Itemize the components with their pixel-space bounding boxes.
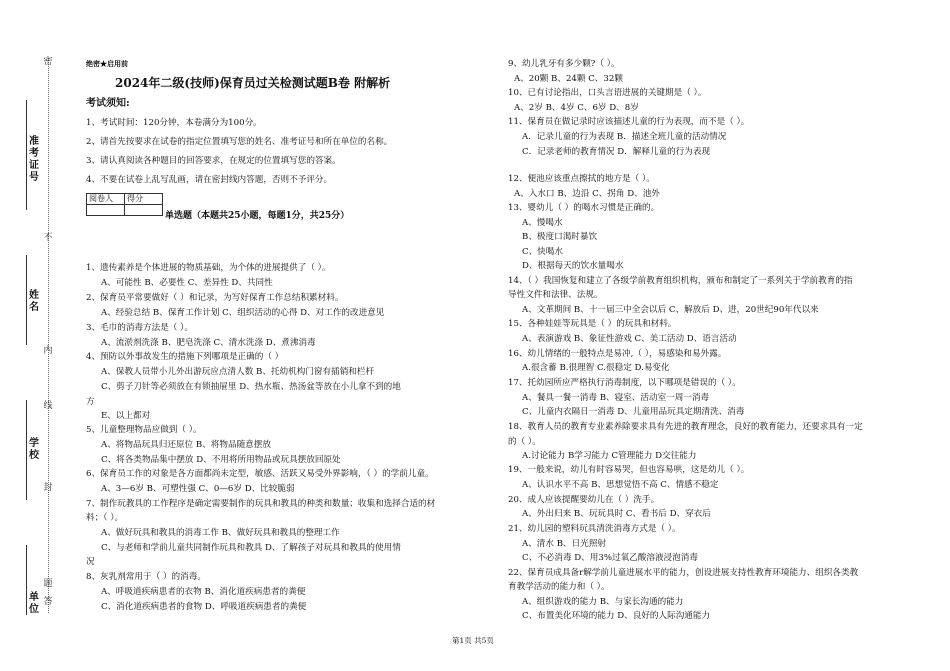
question-text: 18、教育人员的教育专业素养除要求具有先进的教育理念，良好的教育能力，还要求具有一定 xyxy=(508,422,863,432)
question-text: 2、保育员平常要做好（ ）和记录，为写好保育工作总结积累材料。 xyxy=(86,293,344,303)
notice-title: 考试须知: xyxy=(86,98,130,109)
option-line: E、以上都对 xyxy=(101,411,151,421)
option-line: A、经验总结 B、保育工作计划 C、组织活动的心得 D、对工作的改进意见 xyxy=(101,308,385,318)
question-text: 育教学活动的能力和（ ）。 xyxy=(508,582,610,592)
option-line: C、布置美化环境的能力 D、良好的人际沟通能力 xyxy=(522,611,711,621)
option-line: A、文革期间 B、十一届三中全会以后 C、解放后 D、进，20世纪90年代以来 xyxy=(522,305,819,315)
question-text: 16、幼儿情绪的一般特点是易冲,（ ），易感染和易外露。 xyxy=(508,349,727,359)
option-line: A、呼吸道疾病患者的衣物 B、消化道疾病患者的粪便 xyxy=(101,587,306,597)
school-label: 学校 xyxy=(29,438,39,461)
option-line: A、20颗 B、24颗 C、32颗 xyxy=(514,74,623,84)
score-cell xyxy=(125,205,163,216)
grader-header: 阅卷人 xyxy=(87,194,125,205)
seal-char-xian: 线 xyxy=(43,401,53,411)
option-line: D、根据每天的饮水量喝水 xyxy=(522,261,624,271)
seal-char-nei: 内 xyxy=(43,346,53,356)
question-text: 8、灰乳剂常用于（ ）的消毒。 xyxy=(86,572,206,582)
question-text: 19、一般来说，幼儿有时容易哭，但也容易哄，这是幼儿（ ）。 xyxy=(508,465,750,475)
question-text: 20、成人应该提醒要幼儿在（ ）洗手。 xyxy=(508,495,660,505)
option-line: A、外出归来 B、玩玩具时 C、看书后 D、穿衣后 xyxy=(522,509,711,519)
option-line: A、做好玩具和教具的消毒工作 B、做好玩具和教具的整理工作 xyxy=(101,528,340,538)
notice-item: 2、请首先按要求在试卷的指定位置填写您的姓名、准考证号和所在单位的名称。 xyxy=(86,137,393,147)
seal-char-ti: 题 xyxy=(43,579,53,589)
question-text: 15、各种娃娃等玩具是（ ）的玩具和材料。 xyxy=(508,319,677,329)
exam-number-line xyxy=(26,100,27,210)
question-text: 5、儿童整理物品应做到（ ）。 xyxy=(86,425,202,435)
question-text: 4、预防以外事故发生的措施下列哪项是正确的（ ） xyxy=(86,352,284,362)
score-table xyxy=(86,193,163,216)
option-line: C、剪子刀针等必须放在有锁抽屉里 D、热水瓶、热汤盆等放在小儿拿不到的地 xyxy=(101,382,401,392)
option-line: C．记录老师的教育情况 D．解释儿童的行为表现 xyxy=(522,147,711,157)
exam-number-label: 准考证号 xyxy=(29,136,39,183)
binding-margin xyxy=(0,0,60,671)
question-text: 10、已有讨论指出，口头言语进展的关键期是（ ）。 xyxy=(508,88,707,98)
option-line: C、快喝水 xyxy=(522,247,563,257)
question-text: 9、幼儿乳牙有多少颗?（ ）。 xyxy=(508,59,620,69)
option-line: A、清水 B、日光照射 xyxy=(522,539,607,549)
question-text: 17、托幼园所应严格执行消毒制度，以下哪项是错误的（ ）。 xyxy=(508,378,741,388)
name-label: 姓名 xyxy=(29,290,39,313)
question-text: 的（ ）。 xyxy=(508,437,541,447)
option-line: A.讨论能力 B学习能力 C管理能力 D交往能力 xyxy=(522,451,697,461)
option-line: A、2岁 B、4岁 C、6岁 D、8岁 xyxy=(514,103,639,113)
option-line: A、表演游戏 B、象征性游戏 C、美工活动 D、语言活动 xyxy=(522,334,737,344)
seal-line xyxy=(48,58,49,613)
option-line: A、慢喝水 xyxy=(522,218,563,228)
seal-char-feng: 封 xyxy=(43,483,53,493)
school-line xyxy=(26,400,27,500)
seal-char-da: 答 xyxy=(43,597,53,607)
option-line: A．记录儿童的行为表现 B．描述全班儿童的活动情况 xyxy=(522,132,727,142)
option-line: A、可能性 B、必要性 C、差异性 D、共同性 xyxy=(101,278,273,288)
unit-label: 单位 xyxy=(29,592,39,615)
seal-char-mi: 密 xyxy=(43,57,53,67)
notice-item: 3、请认真阅读各种题目的回答要求，在规定的位置填写您的答案。 xyxy=(86,156,341,166)
secret-mark: 绝密★启用前 xyxy=(86,59,128,68)
question-text: 21、幼儿园的塑料玩具清洗消毒方式是（ ）。 xyxy=(508,524,681,534)
question-text: 导性文件和法律、法规。 xyxy=(508,290,603,300)
question-text: 22、保育员成具备r解学前儿童进展水平的能力，创设进展支持性教育环境能力、组织各类教 xyxy=(508,568,859,578)
score-header: 得分 xyxy=(125,194,163,205)
option-line: 况 xyxy=(86,557,95,567)
option-line: B、极度口渴时暴饮 xyxy=(522,232,598,242)
unit-line xyxy=(26,545,27,615)
question-text: 12、便池应该重点擦拭的地方是（ ）。 xyxy=(508,174,655,184)
option-line: C、与老师和学前儿童共同制作玩具和教具 D、了解孩子对玩具和教具的使用情 xyxy=(101,543,401,553)
name-line xyxy=(26,255,27,345)
option-line: C、消化道疾病患者的食物 D、呼吸道疾病患者的粪便 xyxy=(101,602,307,612)
option-line: A、入水口 B、边沿 C、拐角 D、池外 xyxy=(514,189,660,199)
option-line: 方 xyxy=(86,397,95,407)
option-line: A、餐具一餐一消毒 B、寝室、活动室一周一消毒 xyxy=(522,393,710,403)
notice-item: 4、不要在试卷上乱写乱画，请在密封线内答题，否则不予评分。 xyxy=(86,175,333,185)
page-title: 2024年二级(技师)保育员过关检测试题B卷 附解析 xyxy=(115,76,391,90)
section-heading: 单选题（本题共25小题，每题1分，共25分） xyxy=(165,211,350,221)
option-line: A、将物品玩具归还原位 B、将物品随意摆放 xyxy=(101,440,271,450)
option-line: A、流淤剂洗涤 B、肥皂洗涤 C、清水洗涤 D、煮沸消毒 xyxy=(101,338,316,348)
option-line: A.很含蓄 B.很理智 C.很稳定 D.易变化 xyxy=(522,363,670,373)
option-line: A、保教人员带小儿外出游玩应点清人数 B、托幼机构门窗有插销和栏杆 xyxy=(101,367,375,377)
option-line: A、组织游戏的能力 B、与家长沟通的能力 xyxy=(522,597,684,607)
question-text: 14、（ ）我国恢复和建立了各级学前教育组织机构，颁布和制定了一系列关于学前教育的指 xyxy=(508,276,853,286)
question-text: 3、毛巾的消毒方法是（ ）。 xyxy=(86,323,194,333)
notice-item: 1、考试时间：120分钟，本卷满分为100分。 xyxy=(86,118,262,128)
question-text: 7、制作玩教具的工作程序是确定需要制作的玩具和教具的种类和数量；收集和选择合适的材 xyxy=(86,499,436,509)
option-line: C、儿童内衣隔日一消毒 D、儿童用品玩具定期清洗、消毒 xyxy=(522,407,745,417)
question-text: 11、保育员在做记录时应该描述儿童的行为表现，而不是（ ）。 xyxy=(508,117,750,127)
question-text: 料；（ ）。 xyxy=(86,513,124,523)
question-text: 13、婴幼儿（ ）的喝水习惯是正确的。 xyxy=(508,203,660,213)
option-line: C、不必消毒 D、用3%过氧乙酸溶液浸泡消毒 xyxy=(522,553,698,563)
page-number: 第1页 共5页 xyxy=(452,636,494,645)
option-line: C、将各类物品集中摆放 D、不用将所用物品或玩具摆放回原处 xyxy=(101,455,341,465)
option-line: A、3—6岁 B、可塑性强 C、0—6岁 D、比较脆弱 xyxy=(101,484,295,494)
question-text: 1、遗传素养是个体进展的物质基础，为个体的进展提供了（ ）。 xyxy=(86,263,331,273)
question-text: 6、保育员工作的对象是各方面都尚未定型，敏感、活跃又易受外界影响，（ ）的学前儿童。 xyxy=(86,469,434,479)
option-line: A、认识水平不高 B、思想觉悟不高 C、情感不稳定 xyxy=(522,480,719,490)
seal-char-bu: 不 xyxy=(43,233,53,243)
grader-cell xyxy=(87,205,125,216)
